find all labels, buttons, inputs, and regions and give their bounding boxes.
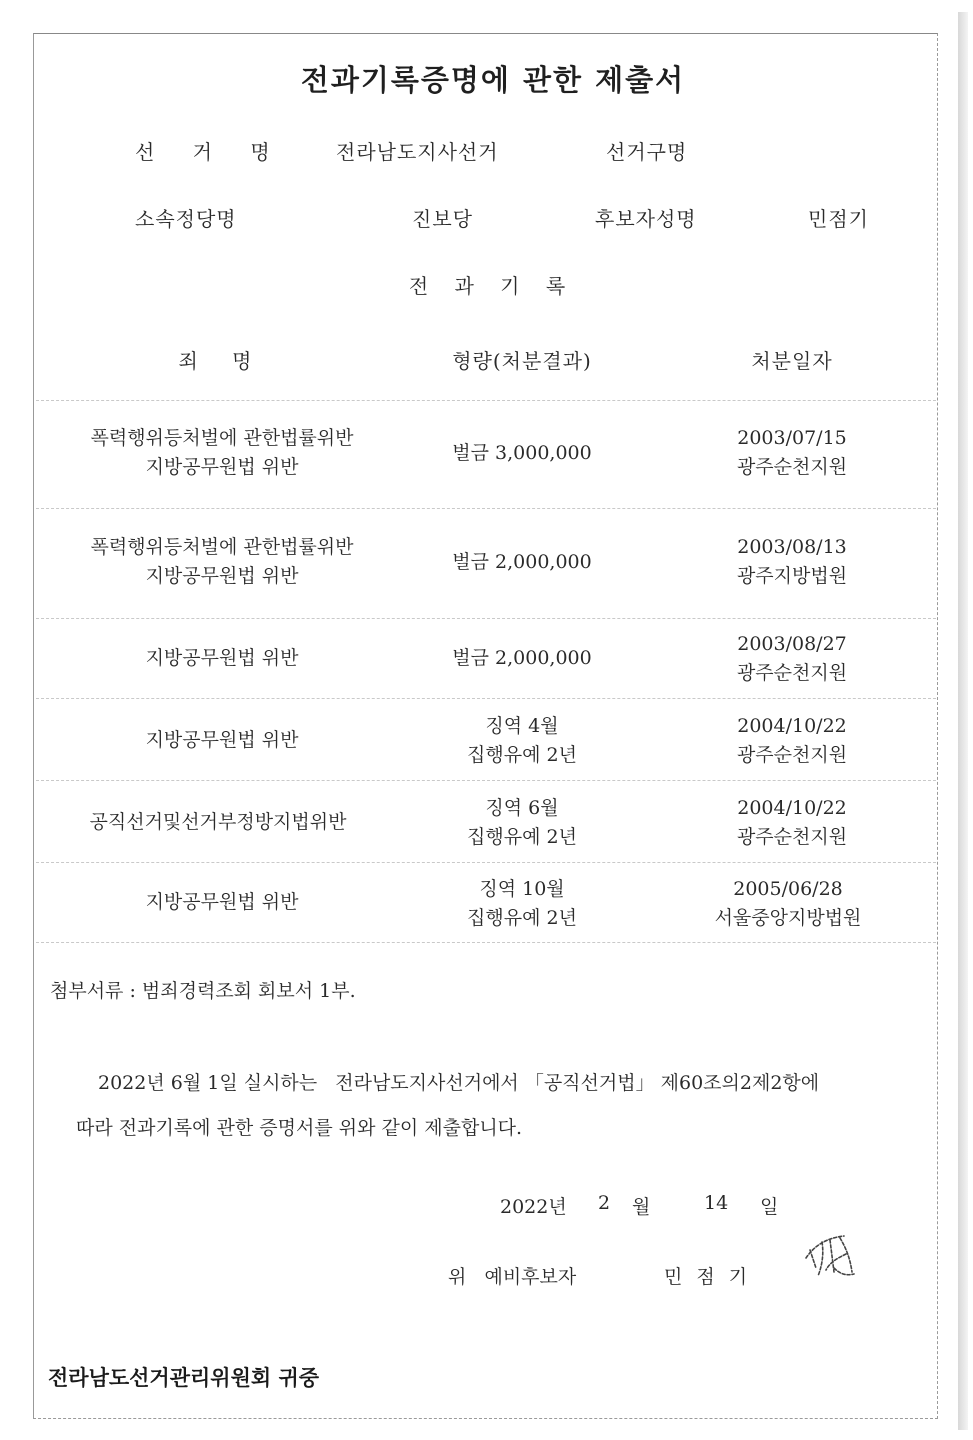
submit-date-day: 일	[760, 1196, 779, 1218]
table-row-crime	[91, 533, 354, 591]
signature-name: 민 점 기	[664, 1266, 752, 1288]
attachment-note: 첨부서류 : 범죄경력조회 회보서 1부.	[50, 980, 356, 1002]
header-date: 처분일자	[751, 349, 833, 373]
sentence-line: 징역 10월	[479, 878, 565, 900]
submit-date-year: 2022년	[500, 1196, 567, 1218]
candidate-label: 후보자성명	[595, 207, 697, 231]
election-value: 전라남도지사선거	[336, 140, 499, 164]
court-value: 광주순천지원	[736, 826, 848, 848]
document-title: 전과기록증명에 관한 제출서	[300, 63, 686, 97]
crime-line: 지방공무원법 위반	[145, 456, 299, 478]
table-row-sentence	[467, 875, 577, 933]
table-row-date	[737, 712, 847, 770]
table-row-crime: 공직선거및선거부정방지법위반	[89, 811, 347, 833]
court-value: 서울중앙지방법원	[714, 907, 862, 929]
table-row-date	[737, 424, 847, 482]
statement-line-1: 2022년 6월 1일 실시하는 전라남도지사선거에서 「공직선거법」 제60조의2제2항에	[98, 1072, 820, 1094]
date-value: 2005/06/28	[733, 878, 843, 900]
table-row-date	[737, 630, 847, 688]
sentence-line: 징역 6월	[485, 797, 559, 819]
row-separator	[36, 618, 936, 619]
statement-line-2: 따라 전과기록에 관한 증명서를 위와 같이 제출합니다.	[76, 1117, 523, 1139]
sentence-line: 집행유예 2년	[467, 907, 577, 929]
date-value: 2003/07/15	[737, 427, 847, 449]
crime-line: 폭력행위등처벌에 관한법률위반	[90, 536, 354, 558]
sentence-line: 집행유예 2년	[467, 744, 577, 766]
table-row-sentence: 벌금 3,000,000	[452, 442, 592, 464]
submit-date-day-num: 14	[704, 1192, 729, 1214]
election-label: 선 거 명	[135, 140, 286, 164]
row-separator	[36, 698, 936, 699]
header-separator	[36, 400, 936, 401]
table-row-sentence: 벌금 2,000,000	[452, 551, 592, 573]
date-value: 2003/08/27	[737, 633, 847, 655]
party-label: 소속정당명	[135, 207, 237, 231]
header-sentence: 형량(처분결과)	[452, 349, 592, 373]
crime-line: 지방공무원법 위반	[145, 565, 299, 587]
date-value: 2003/08/13	[737, 536, 847, 558]
court-value: 광주지방법원	[736, 565, 848, 587]
row-separator	[36, 862, 936, 863]
table-row-crime: 지방공무원법 위반	[145, 647, 299, 669]
table-row-sentence: 벌금 2,000,000	[452, 647, 592, 669]
addressee: 전라남도선거관리위원회 귀중	[48, 1365, 320, 1390]
party-value: 진보당	[412, 207, 473, 231]
district-label: 선거구명	[606, 140, 688, 164]
submit-date-month-num: 2	[598, 1192, 611, 1214]
signature-seal	[800, 1228, 866, 1294]
row-separator	[36, 508, 936, 509]
table-row-sentence	[467, 712, 577, 770]
table-row-crime: 지방공무원법 위반	[145, 891, 299, 913]
crime-line: 폭력행위등처벌에 관한법률위반	[90, 427, 354, 449]
table-row-date	[715, 875, 862, 933]
signature-label: 위 예비후보자	[448, 1266, 577, 1288]
record-heading: 전 과 기 록	[408, 274, 576, 298]
court-value: 광주순천지원	[736, 456, 848, 478]
table-row-date	[737, 794, 847, 852]
sentence-line: 집행유예 2년	[467, 826, 577, 848]
table-row-date	[737, 533, 847, 591]
table-bottom-separator	[36, 942, 936, 943]
header-crime: 죄 명	[178, 349, 266, 373]
court-value: 광주순천지원	[736, 744, 848, 766]
row-separator	[36, 780, 936, 781]
court-value: 광주순천지원	[736, 662, 848, 684]
table-row-crime: 지방공무원법 위반	[145, 729, 299, 751]
date-value: 2004/10/22	[737, 715, 847, 737]
candidate-value: 민점기	[808, 207, 869, 231]
table-row-crime	[91, 424, 354, 482]
scan-edge	[958, 12, 968, 1430]
sentence-line: 징역 4월	[485, 715, 559, 737]
submit-date-month: 월	[632, 1196, 651, 1218]
date-value: 2004/10/22	[737, 797, 847, 819]
table-row-sentence	[467, 794, 577, 852]
